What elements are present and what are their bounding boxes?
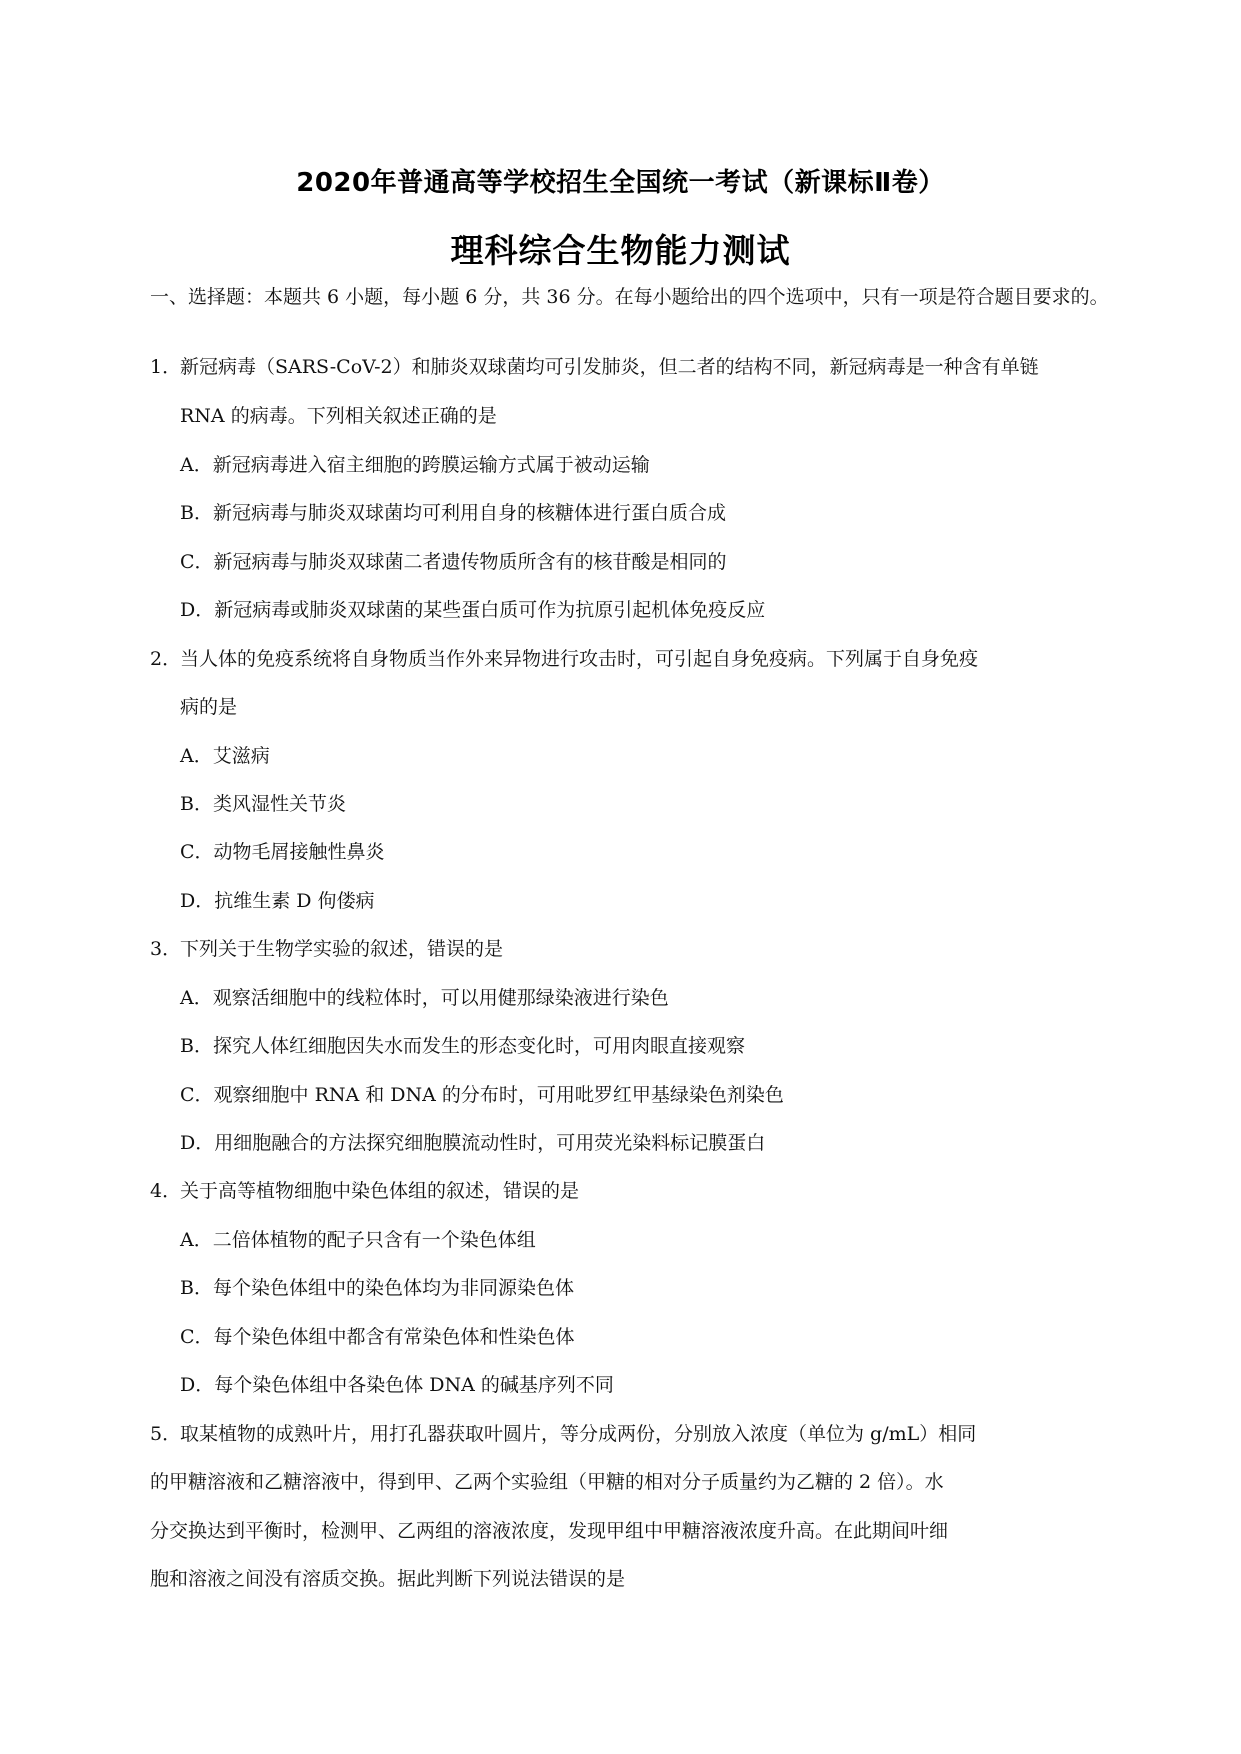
exam-title: 2020年普通高等学校招生全国统一考试（新课标Ⅱ卷） [296, 168, 945, 198]
question-4-option-a: A．二倍体植物的配子只含有一个染色体组 [180, 1229, 536, 1251]
question-1-stem-line-1: 新冠病毒（SARS-CoV-2）和肺炎双球菌均可引发肺炎，但二者的结构不同，新冠病毒是一种含有单链 [180, 356, 1039, 378]
question-1-option-a: A．新冠病毒进入宿主细胞的跨膜运输方式属于被动运输 [180, 454, 650, 476]
question-5-stem-line-4: 胞和溶液之间没有溶质交换。据此判断下列说法错误的是 [150, 1568, 626, 1590]
question-3-option-b: B．探究人体红细胞因失水而发生的形态变化时，可用肉眼直接观察 [180, 1035, 745, 1057]
question-4-option-d: D．每个染色体组中各染色体 DNA 的碱基序列不同 [180, 1374, 614, 1396]
question-4-number: 4． [150, 1180, 182, 1202]
question-3-option-c: C．观察细胞中 RNA 和 DNA 的分布时，可用吡罗红甲基绿染色剂染色 [180, 1084, 784, 1106]
question-1-option-d: D．新冠病毒或肺炎双球菌的某些蛋白质可作为抗原引起机体免疫反应 [180, 599, 766, 621]
question-4-option-c: C．每个染色体组中都含有常染色体和性染色体 [180, 1326, 575, 1348]
section-intro: 一、选择题：本题共 6 小题，每小题 6 分，共 36 分。在每小题给出的四个选项中，只有一项是符合题目要求的。 [150, 286, 1109, 308]
question-3-number: 3． [150, 938, 182, 960]
exam-subtitle: 理科综合生物能力测试 [450, 231, 791, 270]
question-2-stem-line-1: 当人体的免疫系统将自身物质当作外来异物进行攻击时，可引起自身免疫病。下列属于自身免疫 [180, 648, 979, 670]
question-5-stem-line-1: 取某植物的成熟叶片，用打孔器获取叶圆片，等分成两份，分别放入浓度（单位为 g/mL）相同 [180, 1423, 977, 1445]
question-3-stem-line-1: 下列关于生物学实验的叙述，错误的是 [180, 938, 504, 960]
question-2-option-c: C．动物毛屑接触性鼻炎 [180, 841, 385, 863]
question-5-stem-line-3: 分交换达到平衡时，检测甲、乙两组的溶液浓度，发现甲组中甲糖溶液浓度升高。在此期间叶细 [150, 1520, 949, 1542]
question-4-stem-line-1: 关于高等植物细胞中染色体组的叙述，错误的是 [180, 1180, 580, 1202]
question-4-option-b: B．每个染色体组中的染色体均为非同源染色体 [180, 1277, 574, 1299]
question-1-option-b: B．新冠病毒与肺炎双球菌均可利用自身的核糖体进行蛋白质合成 [180, 502, 726, 524]
question-1-number: 1． [150, 356, 182, 378]
question-3-option-a: A．观察活细胞中的线粒体时，可以用健那绿染液进行染色 [180, 987, 669, 1009]
question-5-stem-line-2: 的甲糖溶液和乙糖溶液中，得到甲、乙两个实验组（甲糖的相对分子质量约为乙糖的 2 倍）。水 [150, 1471, 944, 1493]
question-5-number: 5． [150, 1423, 182, 1445]
question-2-option-a: A．艾滋病 [180, 745, 270, 767]
question-2-number: 2． [150, 648, 182, 670]
question-3-option-d: D．用细胞融合的方法探究细胞膜流动性时，可用荧光染料标记膜蛋白 [180, 1132, 766, 1154]
question-1-stem-line-2: RNA 的病毒。下列相关叙述正确的是 [180, 405, 497, 427]
question-1-option-c: C．新冠病毒与肺炎双球菌二者遗传物质所含有的核苷酸是相同的 [180, 551, 727, 573]
question-2-option-b: B．类风湿性关节炎 [180, 793, 346, 815]
question-2-option-d: D．抗维生素 D 佝偻病 [180, 890, 375, 912]
question-2-stem-line-2: 病的是 [180, 696, 238, 718]
